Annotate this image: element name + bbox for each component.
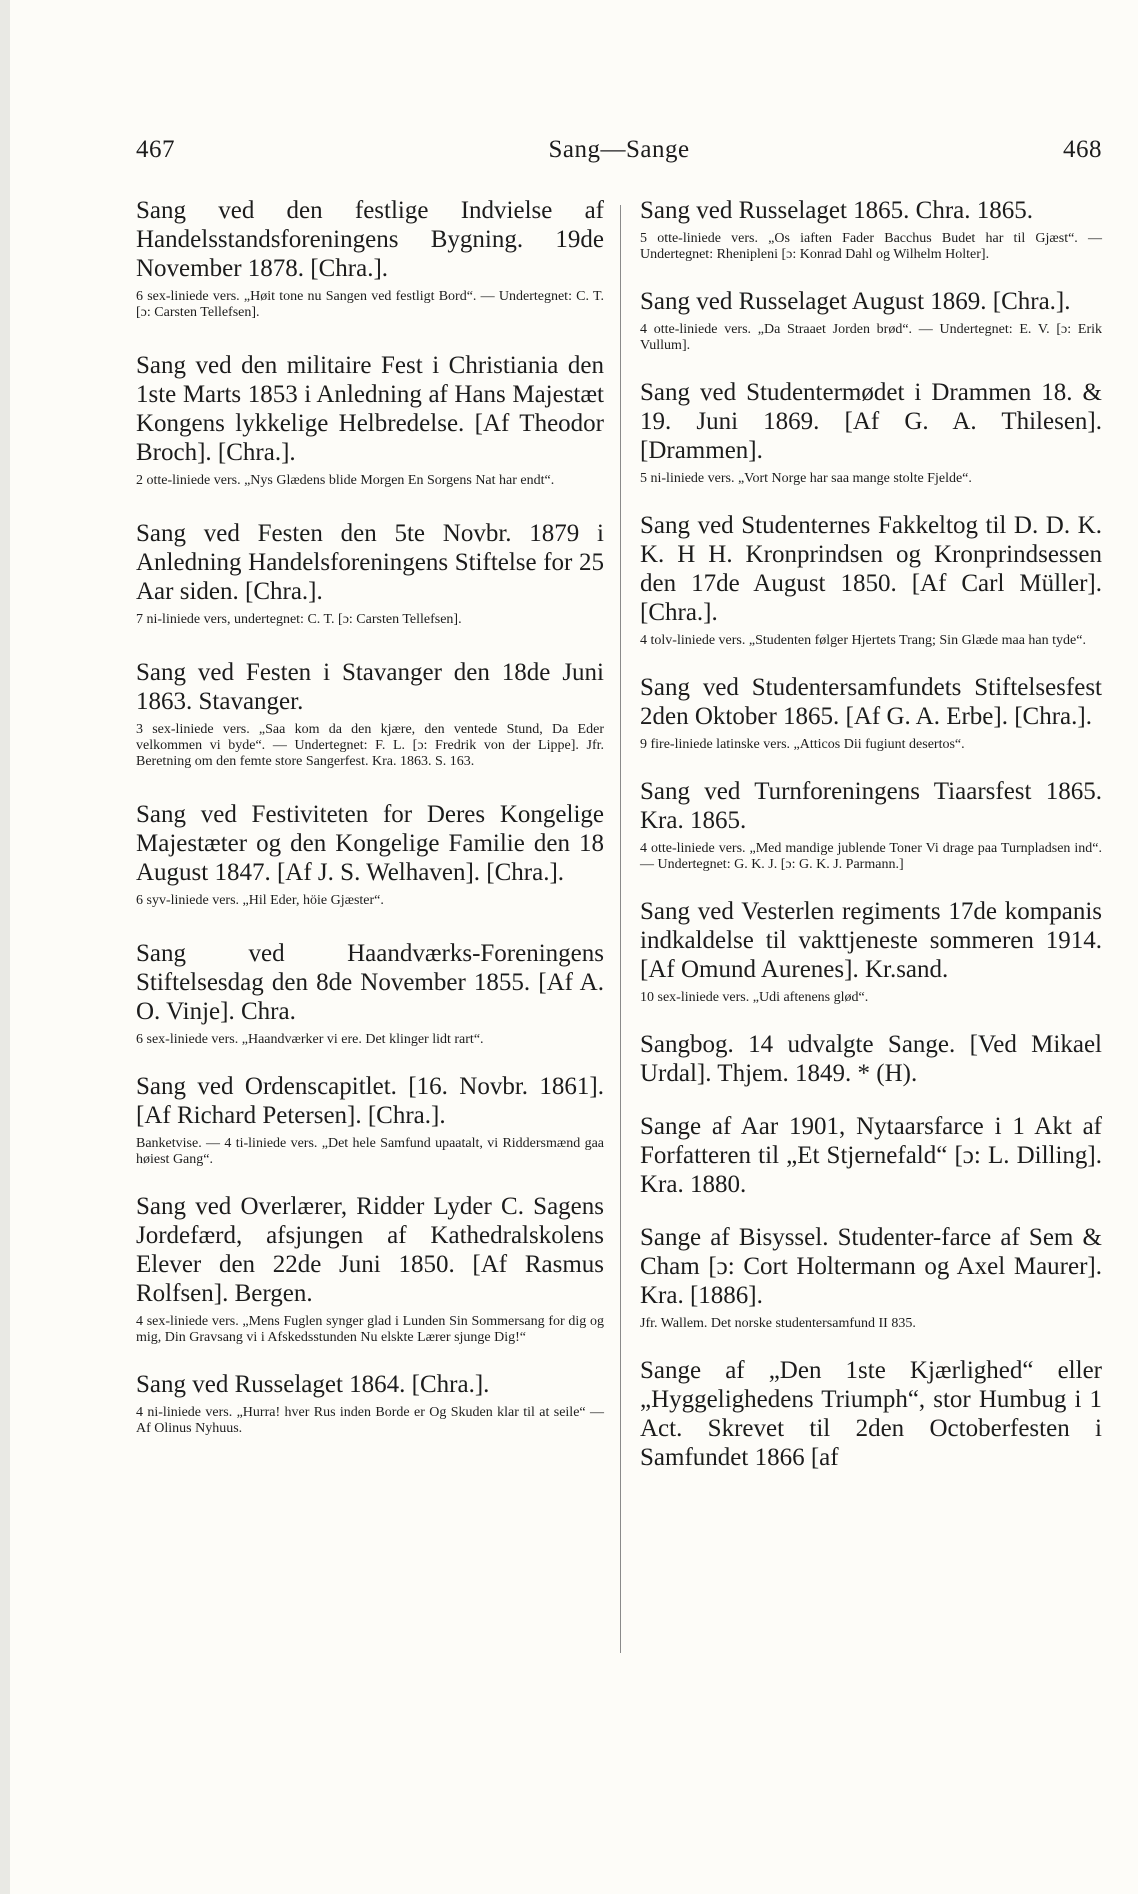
entry [136, 1370, 604, 1437]
entry-title: Sang ved Studenternes Fakkeltog til D. D. K. K. H H. Kronprindsen og Kronprindsessen den 17de August 1850. [Af Carl Müller]. [Chra.]. [640, 512, 1102, 626]
entry [640, 1223, 1102, 1332]
entry [136, 1072, 604, 1168]
entry-title: Sang ved Overlærer, Ridder Lyder C. Sagens Jordefærd, afsjungen af Kathedralskolens Elever den 22de Juni 1850. [Af Rasmus Rolfsen]. Bergen. [136, 1193, 604, 1307]
entry [640, 196, 1102, 263]
entry-description: 4 tolv-liniede vers. „Studenten følger Hjertets Trang; Sin Glæde maa han tyde“. [640, 633, 1086, 648]
entry-description: Jfr. Wallem. Det norske studentersamfund II 835. [640, 1316, 916, 1331]
entry-description: 10 sex-liniede vers. „Udi aftenens glød“. [640, 990, 869, 1005]
entry-title: Sang ved Studentersamfundets Stiftelsesfest 2den Oktober 1865. [Af G. A. Erbe]. [Chra.]. [640, 674, 1102, 730]
entry-title: Sang ved Russelaget 1864. [Chra.]. [136, 1371, 490, 1398]
entry [640, 1030, 1102, 1088]
entry [136, 196, 604, 321]
entry-description: 4 sex-liniede vers. „Mens Fuglen synger glad i Lunden Sin Sommersang for dig og mig, Din Gravsang vi i Afskedsstunden Nu elskte Lærer sjunge Dig!“ [136, 1314, 604, 1345]
entry [640, 897, 1102, 1006]
running-header [136, 136, 1102, 176]
entry [640, 378, 1102, 487]
entry-description: 5 ni-liniede vers. „Vort Norge har saa mange stolte Fjelde“. [640, 471, 972, 486]
entry-description: 2 otte-liniede vers. „Nys Glædens blide Morgen En Sorgens Nat har endt“. [136, 473, 555, 488]
entry [640, 777, 1102, 873]
entry [136, 1192, 604, 1346]
entry-description: 4 ni-liniede vers. „Hurra! hver Rus inden Borde er Og Skuden klar til at seile“ — Af Olinus Nyhuus. [136, 1405, 604, 1436]
entry-title: Sang ved den militaire Fest i Christiania den 1ste Marts 1853 i Anledning af Hans Majestæt Kongens lykkelige Helbredelse. [Af Theodor Broch]. [Chra.]. [136, 352, 604, 466]
entry-title: Sang ved Haandværks-Foreningens Stiftelsesdag den 8de November 1855. [Af A. O. Vinje]. Chra. [136, 940, 604, 1025]
entry-title: Sang ved den festlige Indvielse af Handelsstandsforeningens Bygning. 19de November 1878. [Chra.]. [136, 197, 604, 282]
entry-description: 4 otte-liniede vers. „Da Straaet Jorden brød“. — Undertegnet: E. V. [ɔ: Erik Vullum]. [640, 322, 1102, 353]
entry [136, 658, 604, 770]
entry [640, 287, 1102, 354]
entry-description: 6 sex-liniede vers. „Haandværker vi ere. Det klinger lidt rart“. [136, 1032, 484, 1047]
entry-description: Banketvise. — 4 ti-liniede vers. „Det hele Samfund upaatalt, vi Riddersmænd gaa høiest Gang“. [136, 1136, 604, 1167]
entry-title: Sange af „Den 1ste Kjærlighed“ eller „Hyggelighedens Triumph“, stor Humbug i 1 Act. Skrevet til 2den Octoberfesten i Samfundet 1866 [af [640, 1357, 1102, 1471]
entry-description: 6 syv-liniede vers. „Hil Eder, höie Gjæster“. [136, 893, 384, 908]
entry-description: 3 sex-liniede vers. „Saa kom da den kjære, den ventede Stund, Da Eder velkommen vi byde“. — Undertegnet: F. L. [ɔ: Fredrik von der Lippe]. Jfr. Beretning om den femte store Sangerfest. Kra. 1863. S. 163. [136, 722, 604, 769]
entry-title: Sang ved Turnforeningens Tiaarsfest 1865. Kra. 1865. [640, 778, 1102, 834]
entry-title: Sange af Aar 1901, Nytaarsfarce i 1 Akt af Forfatteren til „Et Stjernefald“ [ɔ: L. Dilling]. Kra. 1880. [640, 1113, 1102, 1198]
running-title: Sang—Sange [548, 136, 690, 163]
entry [640, 1112, 1102, 1199]
entry-title: Sange af Bisyssel. Studenter-farce af Sem & Cham [ɔ: Cort Holtermann og Axel Maurer]. Kra. [1886]. [640, 1224, 1102, 1309]
entry-title: Sang ved Russelaget 1865. Chra. 1865. [640, 197, 1034, 224]
entry-description: 7 ni-liniede vers, undertegnet: C. T. [ɔ: Carsten Tellefsen]. [136, 612, 462, 627]
entry-title: Sang ved Vesterlen regiments 17de kompanis indkaldelse til vakttjeneste sommeren 1914. [Af Omund Aurenes]. Kr.sand. [640, 898, 1102, 983]
entry-title: Sang ved Studentermødet i Drammen 18. & 19. Juni 1869. [Af G. A. Thilesen]. [Drammen]. [640, 379, 1102, 464]
entry [640, 1356, 1102, 1472]
entry-description: 4 otte-liniede vers. „Med mandige jublende Toner Vi drage paa Turnpladsen ind“. — Undertegnet: G. K. J. [ɔ: G. K. J. Parmann.] [640, 841, 1102, 872]
column-divider [620, 205, 621, 1653]
entry [640, 673, 1102, 753]
entry-title: Sang ved Russelaget August 1869. [Chra.]. [640, 288, 1071, 315]
entry-description: 6 sex-liniede vers. „Høit tone nu Sangen ved festligt Bord“. — Undertegnet: C. T. [ɔ: Carsten Tellefsen]. [136, 289, 604, 320]
entry [136, 800, 604, 909]
left-column [136, 196, 604, 1437]
entry [640, 511, 1102, 649]
entry [136, 519, 604, 628]
page-number-left: 467 [136, 136, 175, 163]
entry-title: Sangbog. 14 udvalgte Sange. [Ved Mikael Urdal]. Thjem. 1849. * (H). [640, 1031, 1102, 1087]
entry-description: 5 otte-liniede vers. „Os iaften Fader Bacchus Budet har til Gjæst“. — Undertegnet: Rhenipleni [ɔ: Konrad Dahl og Wilhelm Holter]. [640, 231, 1102, 262]
entry-title: Sang ved Festen den 5te Novbr. 1879 i Anledning Handelsforeningens Stiftelse for 25 Aar siden. [Chra.]. [136, 520, 604, 605]
entry-title: Sang ved Ordenscapitlet. [16. Novbr. 1861]. [Af Richard Petersen]. [Chra.]. [136, 1073, 604, 1129]
entry [136, 939, 604, 1048]
entry-description: 9 fire-liniede latinske vers. „Atticos Dii fugiunt desertos“. [640, 737, 965, 752]
page-number-right: 468 [1063, 136, 1102, 163]
entry-title: Sang ved Festiviteten for Deres Kongelige Majestæter og den Kongelige Familie den 18 August 1847. [Af J. S. Welhaven]. [Chra.]. [136, 801, 604, 886]
entry [136, 351, 604, 489]
right-column [640, 196, 1102, 1472]
entry-title: Sang ved Festen i Stavanger den 18de Juni 1863. Stavanger. [136, 659, 604, 715]
scan-edge [0, 0, 10, 1894]
